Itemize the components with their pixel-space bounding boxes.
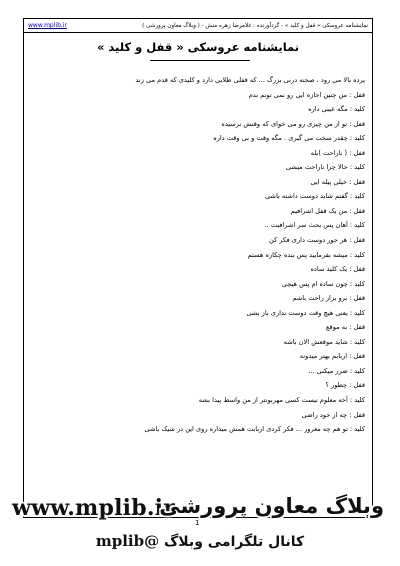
dialogue-line: پرده بالا می رود . صحنه دربی بزرگ ... که قفلی طلایی دارد و کلیدی که قدم می زند: [135, 76, 365, 84]
dialogue-line: کلید : حالا چرا ناراحت میشی: [285, 163, 365, 172]
page-number: 1: [195, 519, 200, 527]
dialogue-line: قفل : به موقع: [326, 323, 365, 332]
document-title: نمایشنامه عروسکی « قفل و کلید »: [96, 40, 300, 54]
dialogue-line: قفل : برو بزار راحت باشم: [292, 294, 365, 303]
dialogue-line: کلید : تو هم چه مغرور ... فکر کردی اربابت همش میذاره روی این در شیک باشی: [144, 425, 365, 434]
dialogue-line: قفل : چطور ؟: [325, 381, 365, 390]
dialogue-line: کلید : یعنی هیچ وقت دوست نداری باز بشی: [246, 308, 365, 317]
dialogue-line: قفل : هر جور دوست داری فکر کن: [269, 236, 365, 245]
dialogue-line: قفل : ( ناراحت )بله: [310, 148, 365, 157]
header-link[interactable]: www.mplib.ir: [28, 22, 67, 29]
dialogue-line: کلید : شاید موقعش الان باشه: [283, 337, 365, 346]
dialogue-line: کلید : گفتم شاید دوست داشته باشی: [264, 192, 365, 201]
dialogue-line: قفل : چه از خود راضی: [301, 410, 365, 419]
running-header: [24, 19, 372, 33]
dialogue-line: قفل : تو از من چیزی رو می خوای که وقتش نرسیده: [221, 119, 365, 128]
watermark-channel-label: کانال تلگرامی وبلاگ: [163, 534, 305, 550]
dialogue-line: کلید : چون ساده ام پس هیچی: [281, 279, 365, 288]
watermark-channel: [0, 532, 400, 550]
title-underline: [150, 60, 250, 61]
dialogue-line: کلید : آهان پس بحث سر اشرافیت ..: [264, 221, 365, 230]
dialogue-line: کلید : میشه بفرمایید پس بنده چکاره هستم: [247, 250, 365, 259]
dialogue-line: قفل : خیلی پیله ایی: [310, 177, 365, 186]
dialogue-line: کلید : چقدر سخت می گیری . مگه وقت و بی وقت داره: [213, 134, 365, 143]
dialogue-line: کلید : ضرر میکنی ...: [308, 366, 365, 375]
watermark-url: www.mplib.ir: [12, 495, 176, 521]
watermark-handle: @mplib: [95, 532, 160, 550]
dialogue-line: کلید : آخه معلوم نیست کسی مهربونتر از من واسط پیدا بشه: [198, 396, 365, 405]
dialogue-line: قفل : اربابم بهتر میدونه: [299, 352, 365, 361]
dialogue-line: قفل : من یک قفل اشرافیم: [290, 206, 365, 215]
dialogue-line: قفل : یک کلید ساده: [310, 265, 365, 274]
dialogue-line: کلید : مگه عیبی داره: [308, 105, 365, 114]
watermark-blog-name: وبلاگ معاون پرورشی: [159, 494, 384, 518]
dialogue-line: قفل : من چنین اجازه ایی رو نمی تونم بدم: [248, 90, 365, 99]
header-info: نمایشنامه عروسکی « قفل و کلید » - گردآورنده : غلامرضا زهره منش - ( وبلاگ معاون پرورشی ): [142, 22, 368, 29]
dialogue-list: [35, 73, 365, 437]
